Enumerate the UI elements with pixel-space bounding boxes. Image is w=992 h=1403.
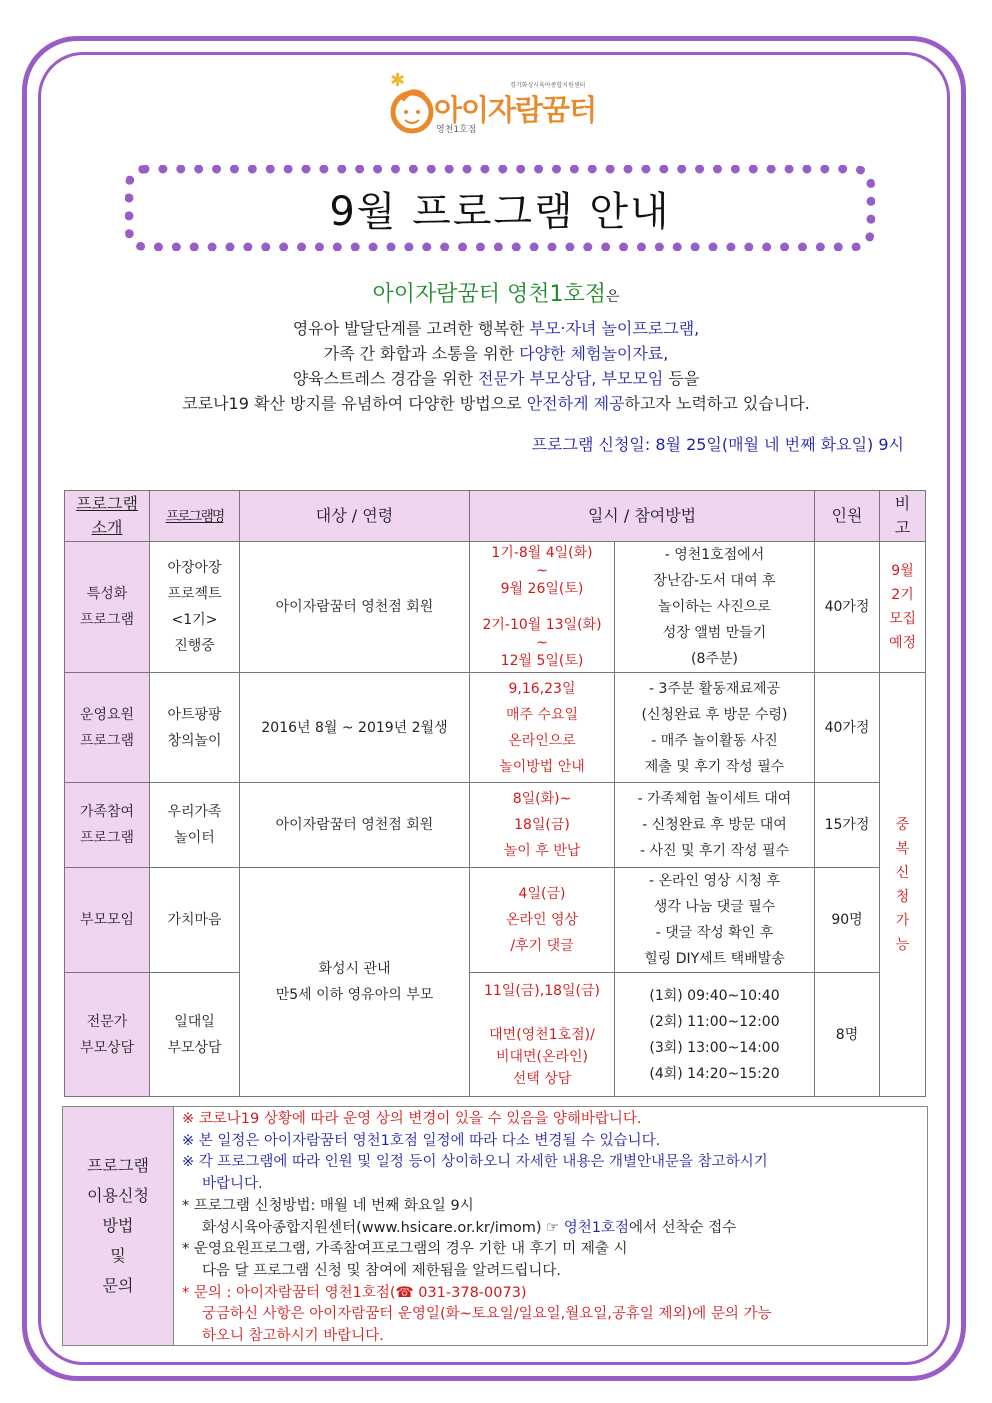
row-method: (1회) 09:40~10:40 (2회) 11:00~12:00 (3회) 13:00~14:00 (4회) 14:20~15:20 xyxy=(615,973,815,1097)
row-date: 4일(금) 온라인 영상 /후기 댓글 xyxy=(470,868,615,973)
review-rule: * 운영요원프로그램, 가족참여프로그램의 경우 기한 내 후기 미 제출 시 xyxy=(182,1241,628,1258)
row-people: 90명 xyxy=(815,868,880,973)
row-category: 부모모임 xyxy=(65,868,150,973)
center-name: 아이자람꿈터 영천1호점 xyxy=(372,282,606,307)
apply-method: * 프로그램 신청방법: 매월 네 번째 화요일 9시 xyxy=(182,1197,474,1214)
logo xyxy=(388,70,613,140)
apply-method-detail xyxy=(182,1218,919,1240)
row-method: - 온라인 영상 시청 후 생각 나눔 댓글 필수 - 댓글 작성 확인 후 힐링 DIY세트 택배발송 xyxy=(615,868,815,973)
row-name: 가치마음 xyxy=(150,868,240,973)
header-category xyxy=(65,491,150,542)
intro-highlight: 부모‧자녀 놀이프로그램, xyxy=(529,319,700,338)
row-date: 11일(금),18일(금) 대면(영천1호점)/ 비대면(온라인) 선택 상담 xyxy=(470,973,615,1097)
intro-text: 양육스트레스 경감을 위한 xyxy=(292,369,478,388)
logo-tagline: 경기화성시육아종합지원센터 xyxy=(510,82,586,89)
notice-1: ※ 코로나19 상황에 따라 운영 상의 변경이 있을 수 있음을 양해바랍니다. xyxy=(182,1111,642,1127)
title-box xyxy=(125,165,875,251)
row-category: 특성화 프로그램 xyxy=(65,542,150,673)
intro-line-3 xyxy=(60,366,932,391)
table-header-row xyxy=(65,491,926,542)
header-name xyxy=(150,491,240,542)
intro-highlight: 전문가 부모상담, 부모모임 xyxy=(478,369,664,388)
intro-line-2 xyxy=(60,341,932,366)
review-rule-cont: 다음 달 프로그램 신청 및 참여에 제한됨을 알려드립니다. xyxy=(202,1262,562,1279)
header-text: 프로그램 소개 xyxy=(76,494,138,537)
contact-hours-cont: 하오니 참고하시기 바랍니다. xyxy=(202,1328,384,1345)
intro-highlight: 안전하게 제공 xyxy=(526,394,625,413)
logo-name: 아이자람꿈터 xyxy=(434,93,597,127)
intro-heading xyxy=(60,282,932,310)
header-people: 인원 xyxy=(815,491,880,542)
intro-text: 코로나19 확산 방지를 유념하여 다양한 방법으로 xyxy=(182,394,527,413)
intro-text: 등을 xyxy=(663,369,700,388)
row-date: 1기-8월 4일(화) ~ 9월 26일(토) 2기-10월 13일(화) ~ 12월 5일(토) xyxy=(470,542,615,673)
intro-highlight: 다양한 체험놀이자료, xyxy=(519,344,669,363)
row-name: 우리가족 놀이터 xyxy=(150,783,240,868)
intro-text: 가족 간 화합과 소통을 위한 xyxy=(323,344,520,363)
row-date: 8일(화)~ 18일(금) 놀이 후 반납 xyxy=(470,783,615,868)
table-row xyxy=(65,783,926,868)
table-row xyxy=(65,673,926,783)
row-target: 2016년 8월 ~ 2019년 2월생 xyxy=(240,673,470,783)
row-date: 9,16,23일 매주 수요일 온라인으로 놀이방법 안내 xyxy=(470,673,615,783)
intro-line-1 xyxy=(60,316,932,341)
row-name: 아트팡팡 창의놀이 xyxy=(150,673,240,783)
contact-hours: 궁금하신 사항은 아이자람꿈터 운영일(화~토요일/일요일,월요일,공휴일 제외)에 문의 가능 xyxy=(202,1306,772,1323)
header-text: 프로그램명 xyxy=(165,508,224,525)
svg-text:✱: ✱ xyxy=(390,70,406,91)
intro-line-4 xyxy=(60,391,932,416)
row-method: - 영천1호점에서 장난감-도서 대여 후 놀이하는 사진으로 성장 앨범 만들기 (8주분) xyxy=(615,542,815,673)
notice-2: ※ 본 일정은 아이자람꿈터 영천1호점 일정에 따라 다소 변경될 수 있습니다. xyxy=(182,1132,661,1149)
row-name: 아장아장 프로젝트 <1기> 진행중 xyxy=(150,542,240,673)
apply-date: 프로그램 신청일: 8월 25일(매월 네 번째 화요일) 9시 xyxy=(531,435,904,454)
row-people: 40가정 xyxy=(815,542,880,673)
page-title: 9월 프로그램 안내 xyxy=(329,188,671,235)
row-category: 전문가 부모상담 xyxy=(65,973,150,1097)
info-label: 프로그램 이용신청 방법 및 문의 xyxy=(63,1107,174,1345)
table-row xyxy=(65,868,926,973)
header-date: 일시 / 참여방법 xyxy=(470,491,815,542)
row-target: 아이자람꿈터 영천점 회원 xyxy=(240,783,470,868)
apply-suffix: 에서 선착순 접수 xyxy=(629,1219,737,1236)
row-note: 9월 2기 모집 예정 xyxy=(880,542,926,673)
header-target: 대상 / 연령 xyxy=(240,491,470,542)
table-row xyxy=(65,973,926,1097)
table-row xyxy=(65,542,926,673)
contact: * 문의 : 아이자람꿈터 영천1호점(☎ 031-378-0073) xyxy=(182,1284,527,1301)
apply-site: 화성시육아종합지원센터(www.hsicare.or.kr/imom) ☞ xyxy=(202,1219,564,1236)
notice-3-cont: 바랍니다. xyxy=(202,1176,263,1193)
row-people: 15가정 xyxy=(815,783,880,868)
center-suffix: 은 xyxy=(605,289,620,305)
row-target: 화성시 관내 만5세 이하 영유아의 부모 xyxy=(240,868,470,1097)
header-note: 비 고 xyxy=(880,491,926,542)
intro-text: 하고자 노력하고 있습니다. xyxy=(624,394,810,413)
apply-branch: 영천1호점 xyxy=(563,1219,630,1236)
row-target: 아이자람꿈터 영천점 회원 xyxy=(240,542,470,673)
logo-branch: 영천1호점 xyxy=(436,125,477,135)
info-content xyxy=(174,1107,927,1345)
row-note: 중 복 신 청 가 능 xyxy=(880,673,926,1097)
row-category: 운영요원 프로그램 xyxy=(65,673,150,783)
row-people: 8명 xyxy=(815,973,880,1097)
intro-text: 영유아 발달단계를 고려한 행복한 xyxy=(292,319,530,338)
program-table xyxy=(64,490,926,1097)
row-method: - 가족체험 놀이세트 대여 - 신청완료 후 방문 대여 - 사진 및 후기 작성 필수 xyxy=(615,783,815,868)
row-people: 40가정 xyxy=(815,673,880,783)
info-box xyxy=(62,1106,928,1346)
row-name: 일대일 부모상담 xyxy=(150,973,240,1097)
notice-3: ※ 각 프로그램에 따라 인원 및 일정 등이 상이하오니 자세한 내용은 개별안내문을 참고하시기 xyxy=(182,1154,768,1171)
row-method: - 3주분 활동재료제공 (신청완료 후 방문 수령) - 매주 놀이활동 사진 제출 및 후기 작성 필수 xyxy=(615,673,815,783)
row-category: 가족참여 프로그램 xyxy=(65,783,150,868)
